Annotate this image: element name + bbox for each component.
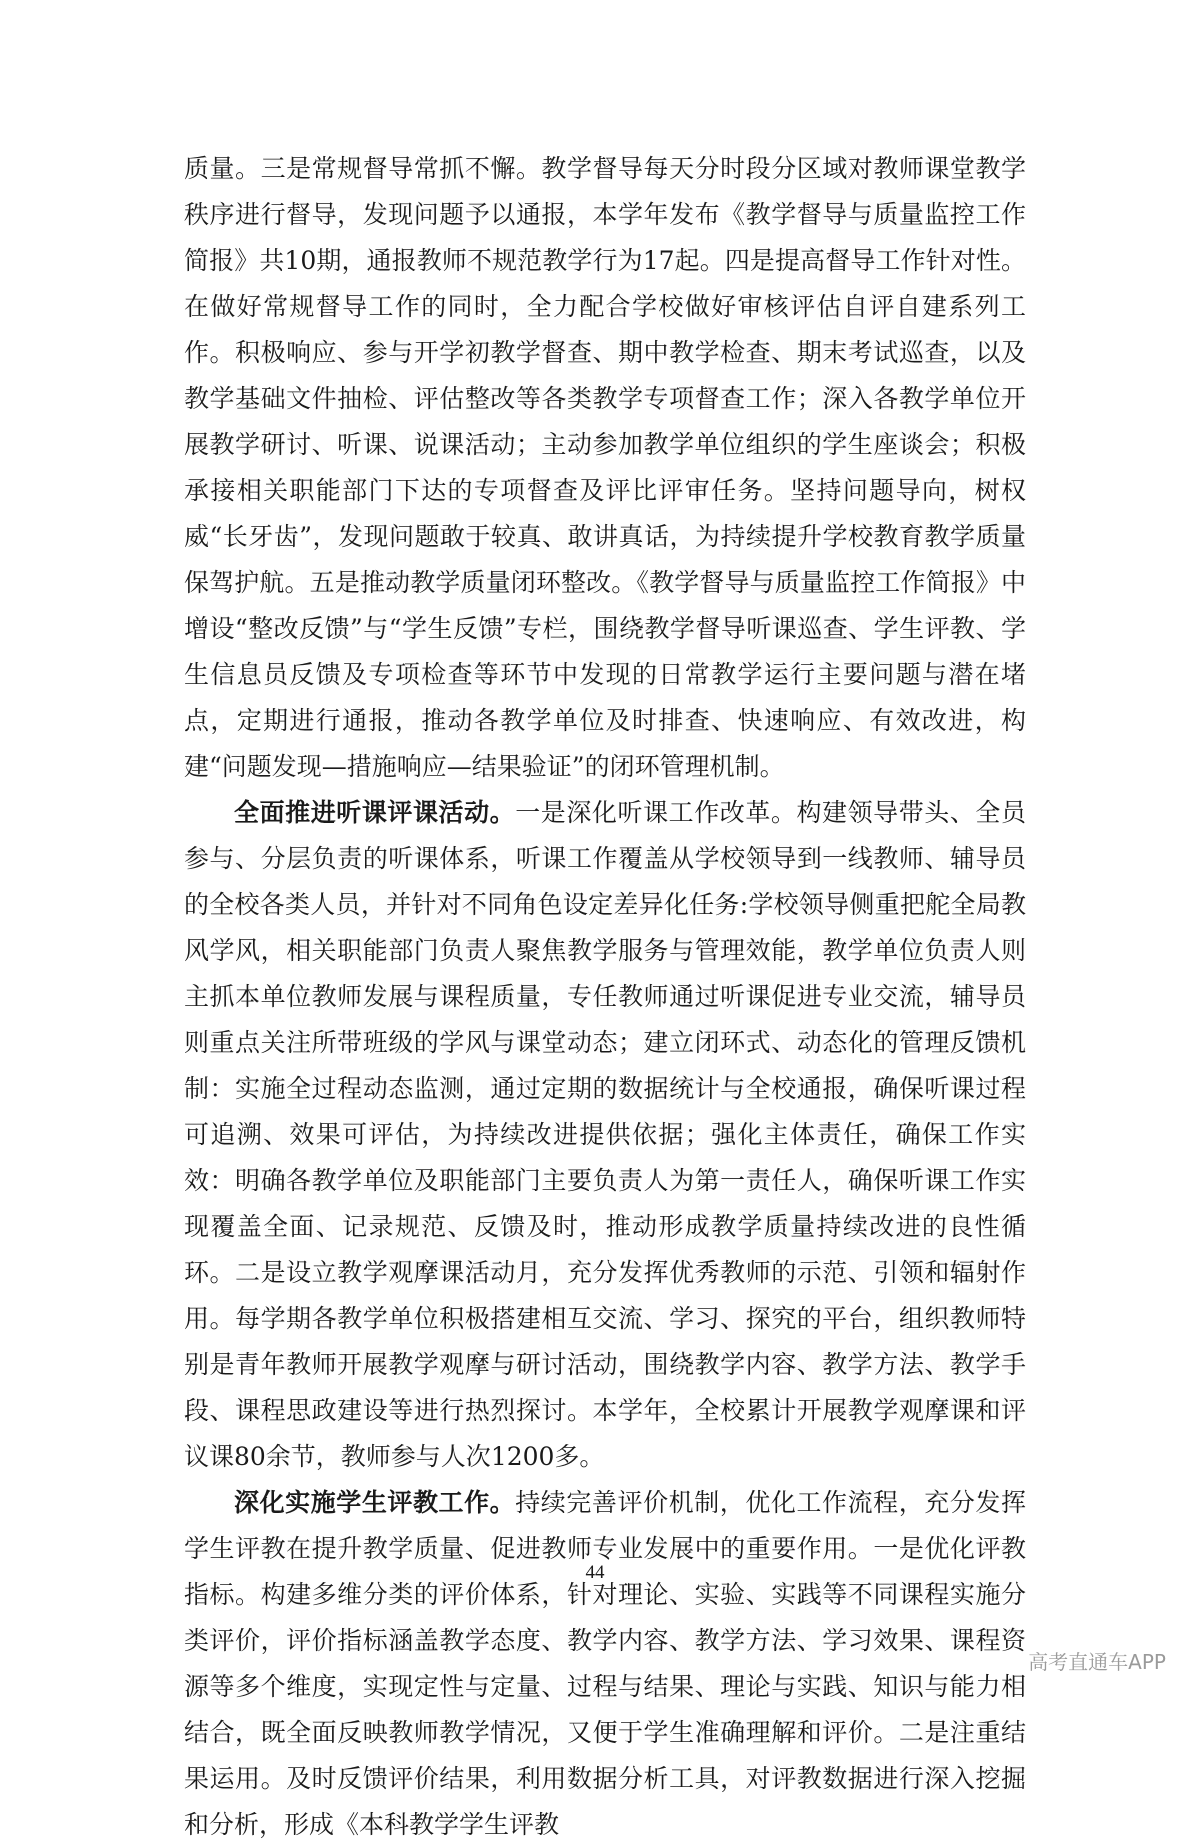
paragraph-student-evaluation <box>184 1480 1026 1848</box>
paragraph-text: 一是深化听课工作改革。构建领导带头、全员参与、分层负责的听课体系，听课工作覆盖从学校领导到一线教师、辅导员的全校各类人员，并针对不同角色设定差异化任务:学校领导侧重把舵全局教风学风，相关职能部门负责人聚焦教学服务与管理效能，教学单位负责人则主抓本单位教师发展与课程质量，专任教师通过听课促进专业交流，辅导员则重点关注所带班级的学风与课堂动态；建立闭环式、动态化的管理反馈机制：实施全过程动态监测，通过定期的数据统计与全校通报，确保听课过程可追溯、效果可评估，为持续改进提供依据；强化主体责任，确保工作实效：明确各教学单位及职能部门主要负责人为第一责任人，确保听课工作实现覆盖全面、记录规范、反馈及时，推动形成教学质量持续改进的良性循环。二是设立教学观摩课活动月，充分发挥优秀教师的示范、引领和辐射作用。每学期各教学单位积极搭建相互交流、学习、探究的平台，组织教师特别是青年教师开展教学观摩与研讨活动，围绕教学内容、教学方法、教学手段、课程思政建设等进行热烈探讨。本学年，全校累计开展教学观摩课和评议课80余节，教师参与人次1200多。 <box>184 798 1026 1471</box>
paragraph-lecture-evaluation <box>184 790 1026 1480</box>
paragraph-heading: 全面推进听课评课活动。 <box>234 798 516 827</box>
paragraph-continuation <box>184 146 1026 790</box>
page-number: 44 <box>585 1562 605 1583</box>
paragraph-heading: 深化实施学生评教工作。 <box>234 1488 516 1517</box>
document-body <box>184 146 1026 1848</box>
watermark: 高考直通车APP <box>1028 1650 1166 1674</box>
paragraph-text: 质量。三是常规督导常抓不懈。教学督导每天分时段分区域对教师课堂教学秩序进行督导，发现问题予以通报，本学年发布《教学督导与质量监控工作简报》共10期，通报教师不规范教学行为17起。四是提高督导工作针对性。在做好常规督导工作的同时，全力配合学校做好审核评估自评自建系列工作。积极响应、参与开学初教学督查、期中教学检查、期末考试巡查，以及教学基础文件抽检、评估整改等各类教学专项督查工作；深入各教学单位开展教学研讨、听课、说课活动；主动参加教学单位组织的学生座谈会；积极承接相关职能部门下达的专项督查及评比评审任务。坚持问题导向，树权威“长牙齿”，发现问题敢于较真、敢讲真话，为持续提升学校教育教学质量保驾护航。五是推动教学质量闭环整改。《教学督导与质量监控工作简报》中增设“整改反馈”与“学生反馈”专栏，围绕教学督导听课巡查、学生评教、学生信息员反馈及专项检查等环节中发现的日常教学运行主要问题与潜在堵点，定期进行通报，推动各教学单位及时排查、快速响应、有效改进，构建“问题发现—措施响应—结果验证”的闭环管理机制。 <box>184 154 1026 781</box>
paragraph-text: 持续完善评价机制，优化工作流程，充分发挥学生评教在提升教学质量、促进教师专业发展中的重要作用。一是优化评教指标。构建多维分类的评价体系，针对理论、实验、实践等不同课程实施分类评价，评价指标涵盖教学态度、教学内容、教学方法、学习效果、课程资源等多个维度，实现定性与定量、过程与结果、理论与实践、知识与能力相结合，既全面反映教师教学情况，又便于学生准确理解和评价。二是注重结果运用。及时反馈评价结果，利用数据分析工具，对评教数据进行深入挖掘和分析，形成《本科教学学生评教 <box>184 1488 1026 1839</box>
